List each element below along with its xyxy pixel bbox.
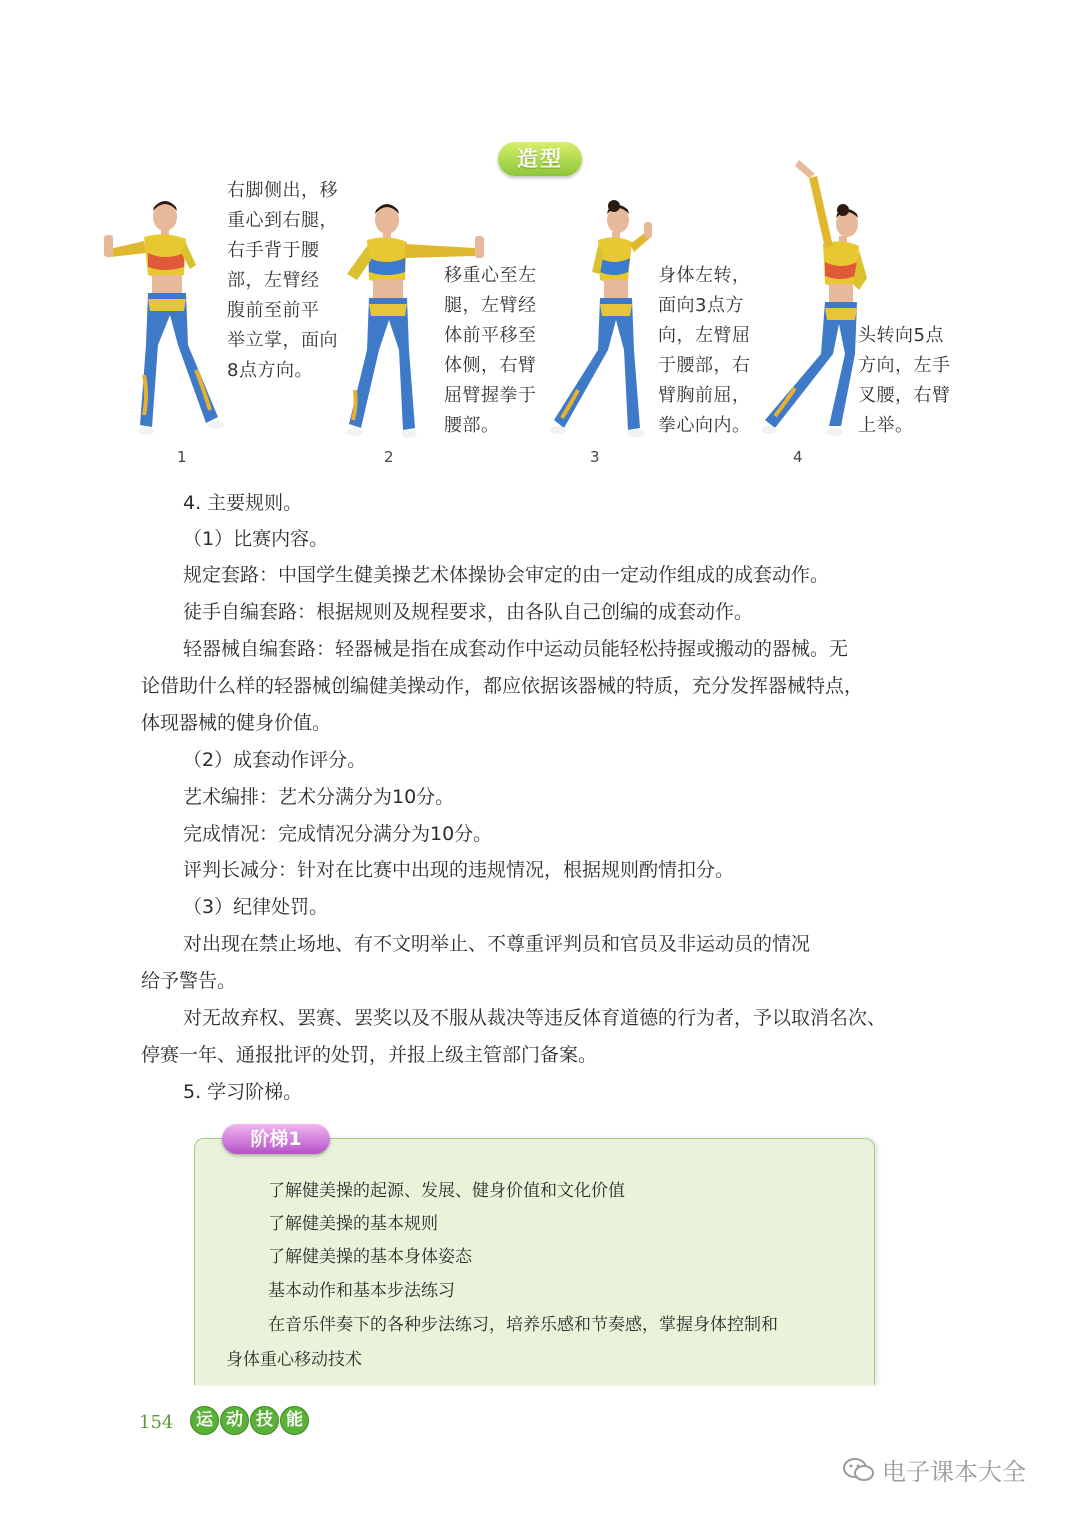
step-3-number: 3 xyxy=(590,448,600,466)
step-4-number: 4 xyxy=(793,448,803,466)
subheading-routine-scoring: （2）成套动作评分。 xyxy=(183,749,367,771)
heading-learning-ladder: 5. 学习阶梯。 xyxy=(183,1081,303,1103)
paragraph-penalty-1: 对无故弃权、罢赛、罢奖以及不服从裁决等违反体育道德的行为者，予以取消名次、 xyxy=(183,1007,887,1029)
dancer-figure-4 xyxy=(755,158,875,440)
dancer-figure-1 xyxy=(100,195,240,440)
section-char: 运 xyxy=(190,1406,219,1435)
paragraph-light-apparatus-2: 论借助什么样的轻器械创编健美操动作，都应依据该器械的特质，充分发挥器械特点， xyxy=(141,675,864,697)
heading-main-rules: 4. 主要规则。 xyxy=(183,492,303,514)
page-number: 154 xyxy=(139,1412,174,1433)
paragraph-warning-2: 给予警告。 xyxy=(141,970,237,992)
subheading-competition-content: （1）比赛内容。 xyxy=(183,528,329,550)
paragraph-execution-score: 完成情况：完成情况分满分为10分。 xyxy=(183,823,493,845)
watermark-text: 电子课本大全 xyxy=(882,1458,1026,1486)
ladder-item: 在音乐伴奏下的各种步法练习，培养乐感和节奏感，掌握身体控制和 xyxy=(268,1315,778,1335)
paragraph-freehand-routine: 徒手自编套路：根据规则及规程要求，由各队自己创编的成套动作。 xyxy=(183,601,754,623)
step-3-caption: 身体左转， 面向3点方 向，左臂屈 于腰部，右 臂胸前屈， 拳心向内。 xyxy=(658,265,751,436)
section-tag xyxy=(190,1406,309,1436)
subheading-discipline: （3）纪律处罚。 xyxy=(183,896,329,918)
wechat-icon xyxy=(842,1457,876,1483)
section-char: 技 xyxy=(250,1406,279,1435)
paragraph-penalty-2: 停赛一年、通报批评的处罚，并报上级主管部门备案。 xyxy=(141,1044,598,1066)
section-char: 动 xyxy=(220,1406,249,1435)
ladder-item: 了解健美操的起源、发展、健身价值和文化价值 xyxy=(268,1181,625,1201)
figure-title-badge: 造型 xyxy=(498,142,582,176)
paragraph-warning-1: 对出现在禁止场地、有不文明举止、不尊重评判员和官员及非运动员的情况 xyxy=(183,933,811,955)
ladder-item: 基本动作和基本步法练习 xyxy=(268,1281,455,1301)
dancer-figure-3 xyxy=(548,200,658,440)
paragraph-light-apparatus-1: 轻器械自编套路：轻器械是指在成套动作中运动员能轻松持握或搬动的器械。无 xyxy=(183,638,849,660)
ladder-item: 了解健美操的基本规则 xyxy=(268,1214,438,1234)
step-1-number: 1 xyxy=(177,448,187,466)
step-2-number: 2 xyxy=(384,448,394,466)
watermark xyxy=(842,1452,1026,1487)
section-char: 能 xyxy=(280,1406,309,1435)
ladder-item: 了解健美操的基本身体姿态 xyxy=(268,1247,472,1267)
paragraph-artistic-score: 艺术编排：艺术分满分为10分。 xyxy=(183,786,455,808)
step-2-caption: 移重心至左 腿，左臂经 体前平移至 体侧，右臂 屈臂握拳于 腰部。 xyxy=(444,265,537,436)
step-4-caption: 头转向5点 方向，左手 叉腰，右臂 上举。 xyxy=(858,325,951,436)
paragraph-deductions: 评判长减分：针对在比赛中出现的违规情况，根据规则酌情扣分。 xyxy=(183,859,735,881)
ladder-item: 身体重心移动技术 xyxy=(226,1350,362,1370)
ladder-1-badge: 阶梯1 xyxy=(222,1124,330,1154)
step-1-caption: 右脚侧出，移 重心到右腿， 右手背于腰 部，左臂经 腹前至前平 举立掌，面向 8点方向。 xyxy=(227,180,338,381)
paragraph-light-apparatus-3: 体现器械的健身价值。 xyxy=(141,712,332,734)
paragraph-compulsory-routine: 规定套路：中国学生健美操艺术体操协会审定的由一定动作组成的成套动作。 xyxy=(183,564,830,586)
